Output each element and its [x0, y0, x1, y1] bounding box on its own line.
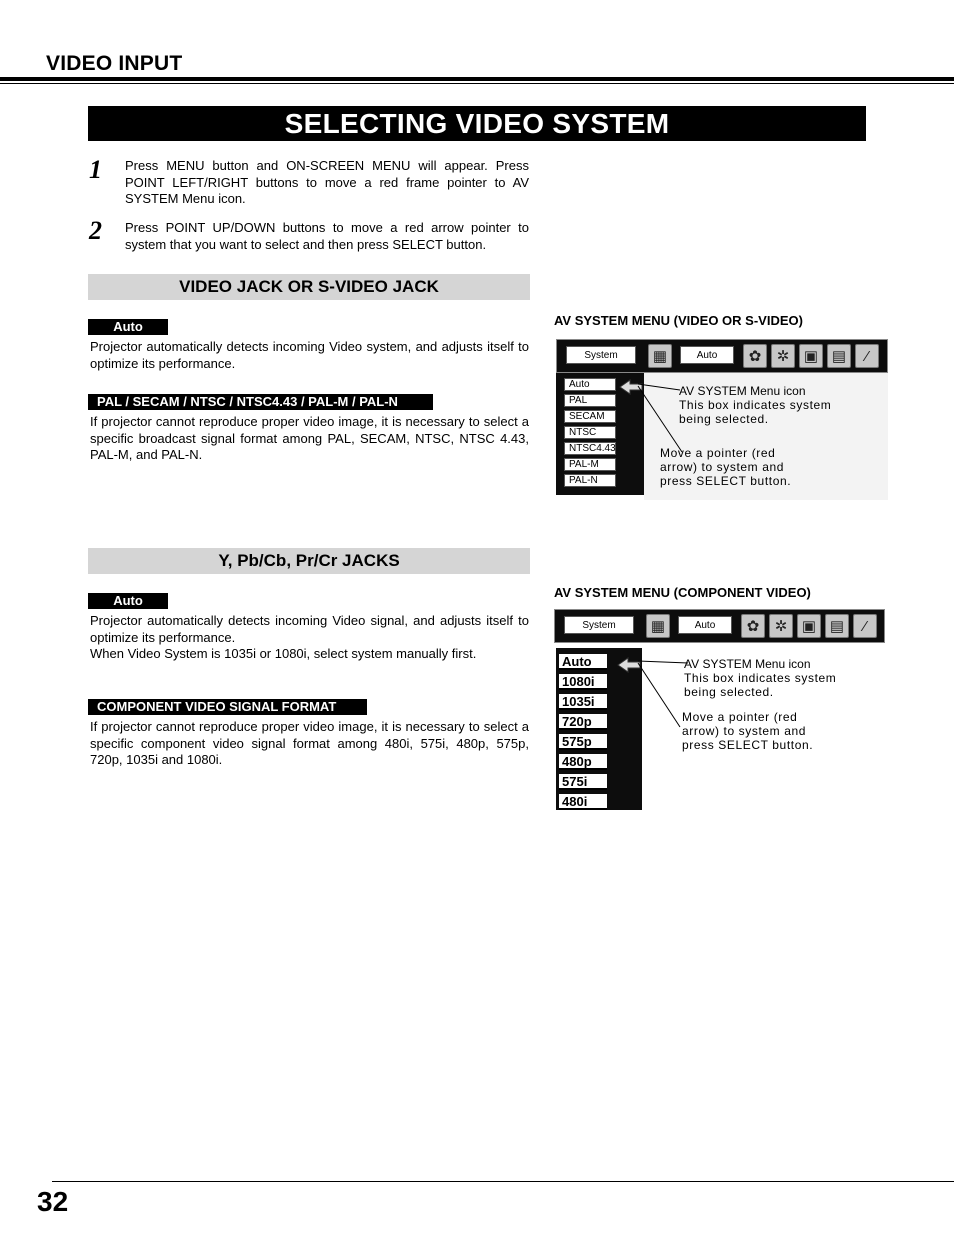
component-auto-text: Projector automatically detects incoming Video signal, and adjusts itself to optimize its performance. — [90, 613, 529, 645]
list-item: PAL — [564, 394, 616, 407]
header-rule-thin — [0, 83, 954, 84]
screen-icon: ▣ — [797, 614, 821, 638]
av-system-icon: ▤ — [827, 344, 851, 368]
component-heading: Y, Pb/Cb, Pr/Cr JACKS — [88, 548, 530, 574]
component-figure-caption: AV SYSTEM MENU (COMPONENT VIDEO) — [554, 585, 811, 600]
list-item: 1080i — [559, 674, 607, 690]
input-icon: ▦ — [648, 344, 672, 368]
system-label-box: System — [566, 346, 636, 364]
component-format-tag: COMPONENT VIDEO SIGNAL FORMAT — [88, 699, 367, 715]
step-2-text: Press POINT UP/DOWN buttons to move a red arrow pointer to system that you want to select and then press SELECT button. — [125, 220, 529, 252]
av-system-icon: ▤ — [825, 614, 849, 638]
video-menu-bar — [556, 339, 888, 373]
page-title: SELECTING VIDEO SYSTEM — [88, 106, 866, 141]
list-item: SECAM — [564, 410, 616, 423]
step-1-number: 1 — [89, 155, 102, 184]
input-icon: ▦ — [646, 614, 670, 638]
system-value-box: Auto — [680, 346, 734, 364]
component-auto-note: When Video System is 1035i or 1080i, select system manually first. — [90, 646, 477, 661]
list-item: 1035i — [559, 694, 607, 710]
video-jack-heading: VIDEO JACK OR S-VIDEO JACK — [88, 274, 530, 300]
step-1-text: Press MENU button and ON-SCREEN MENU will appear. Press POINT LEFT/RIGHT buttons to move a red frame pointer to AV SYSTEM Menu icon. — [125, 158, 529, 206]
component-callout-icon: AV SYSTEM Menu icon — [684, 657, 811, 671]
list-item: PAL-N — [564, 474, 616, 487]
video-callout-pointer: Move a pointer (red arrow) to system and press SELECT button. — [660, 446, 792, 488]
language-icon: ⁄ — [855, 344, 879, 368]
video-auto-tag: Auto — [88, 319, 168, 335]
audio-icon: ✿ — [743, 344, 767, 368]
list-item: 480i — [559, 794, 607, 810]
component-callout-pointer: Move a pointer (red arrow) to system and press SELECT button. — [682, 710, 814, 752]
screen-icon: ▣ — [799, 344, 823, 368]
video-format-text: If projector cannot reproduce proper video image, it is necessary to select a specific broadcast signal format among PAL, SECAM, NTSC, NTSC 4.43, PAL-M, and PAL-N. — [90, 414, 529, 463]
list-item: NTSC4.43 — [564, 442, 616, 455]
list-item: 575i — [559, 774, 607, 790]
list-item: PAL-M — [564, 458, 616, 471]
list-item: Auto — [559, 654, 607, 670]
list-item: 720p — [559, 714, 607, 730]
list-item: 480p — [559, 754, 607, 770]
video-figure-caption: AV SYSTEM MENU (VIDEO OR S-VIDEO) — [554, 313, 803, 328]
component-format-text: If projector cannot reproduce proper video image, it is necessary to select a specific component video signal format among 480i, 575i, 480p, 575p, 720p, 1035i and 1080i. — [90, 719, 529, 768]
section-heading: VIDEO INPUT — [46, 52, 183, 75]
language-icon: ⁄ — [853, 614, 877, 638]
page-number: 32 — [37, 1186, 69, 1217]
system-label-box: System — [564, 616, 634, 634]
component-auto-tag: Auto — [88, 593, 168, 609]
list-item: 575p — [559, 734, 607, 750]
component-callout-box: This box indicates system being selected. — [684, 671, 837, 699]
list-item: NTSC — [564, 426, 616, 439]
audio-icon: ✿ — [741, 614, 765, 638]
video-format-tag: PAL / SECAM / NTSC / NTSC4.43 / PAL-M / PAL-N — [88, 394, 433, 410]
step-2-number: 2 — [89, 216, 102, 245]
system-value-box: Auto — [678, 616, 732, 634]
setting-icon: ✲ — [771, 344, 795, 368]
footer-rule — [52, 1181, 954, 1182]
video-callout-icon: AV SYSTEM Menu icon — [679, 384, 806, 398]
header-rule — [0, 77, 954, 81]
component-menu-bar — [554, 609, 885, 643]
video-callout-box: This box indicates system being selected. — [679, 398, 832, 426]
setting-icon: ✲ — [769, 614, 793, 638]
video-auto-text: Projector automatically detects incoming Video system, and adjusts itself to optimize its performance. — [90, 339, 529, 371]
list-item: Auto — [564, 378, 616, 391]
